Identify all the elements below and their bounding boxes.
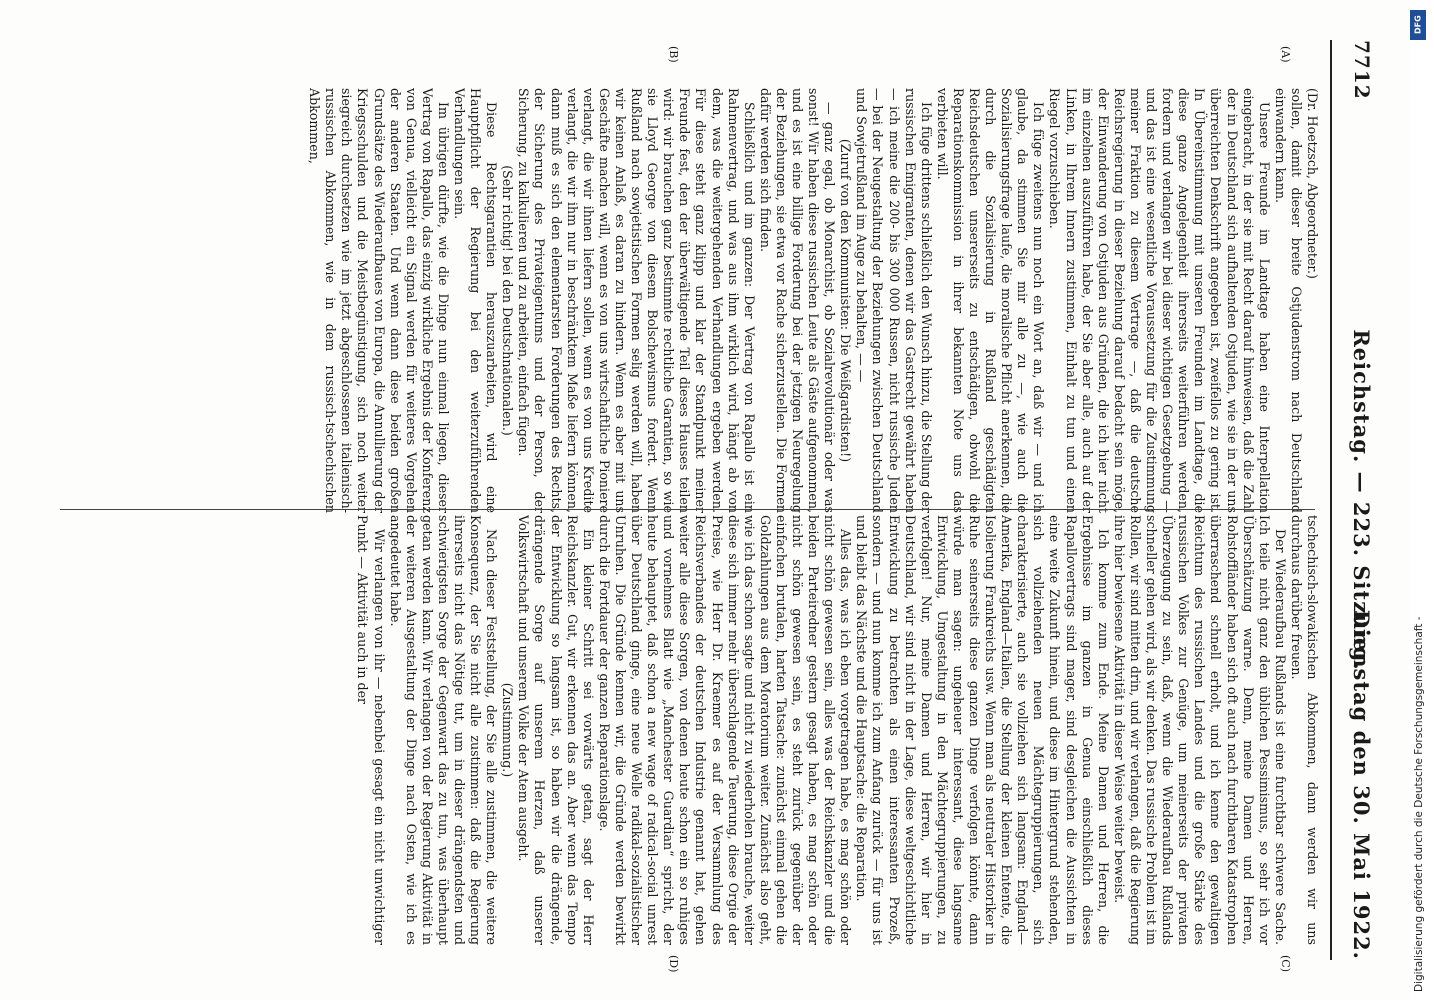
- paragraph: sollen, damit dieser breite Ostjudenstrom nach Deutschland einwandern kann.: [1272, 88, 1304, 513]
- paragraph: Ich komme zum Ende. Meine Damen und Herren, die Ergebnisse im ganzen in Genua einschließlich dieses Rapallovertrags sind mager, sind desgleichen die Aussichten in eine weite Zukunft hinein, und diese im Hintergrund stehenden, sich vollziehenden neuen Mächtegruppierungen, sich charakterisierte, auch sie vollziehen sich langsam: England—Amerika, England—Italien, die Stellung der kleinen Entente, die Isolierung Frankreichs usw. Wenn man als neutraler Historiker in Ruhe seinerseits diese ganzen Dinge verfolgen könnte, dann würde man sagen: ungeheuer interessant, diese langsame Entwicklung, Umgestaltung in den Mächtegruppierungen, zu verfolgen! Nur, meine Damen und Herren, wir hier in Deutschland, wir sind nicht in der Lage, diese weltgeschichtliche Entwicklung zu betrachten als einen interessanten Prozeß, sondern — und nun komme ich zum Anfang zurück — für uns ist und bleibt das Nächste und die Hauptsache: die Reparation.: [854, 515, 1111, 945]
- paragraph: Im übrigen dürfte, wie die Dinge nun einmal liegen, dieser Vertrag von Rapallo, das einzig wirkliche Ergebnis der Konferenz von Genua, vielleicht ein Signal werden für weiteres Vorgehen der anderen Staaten. Und wenn dann diese beiden großen Grundsätze des Wiederaufbaues von Europa, die Annullierung der Kriegsschulden und die Meistbegünstigung, sich noch weiter siegreich durchsetzen wie im jetzt abgeschlossenen italienisch-russischen Abkommen, wie in dem russisch-tschechischen Abkommen,: [307, 88, 451, 513]
- speaker-line: (Dr. Hoetzsch, Abgeordneter.): [1305, 88, 1320, 279]
- digitization-stamp: [1406, 4, 1432, 994]
- interjection: (Zuruf von den Kommunisten: Die Weißgardisten!): [838, 138, 854, 463]
- paragraph: tschechisch-slowakischen Abkommen, dann werden wir uns durchaus darüber freuen.: [1288, 515, 1320, 945]
- header-title: Reichstag. — 223. Sitzung.: [1349, 329, 1374, 671]
- page-number: 7712: [1350, 40, 1374, 100]
- header-rule: [1330, 40, 1332, 960]
- running-header: [1340, 40, 1380, 960]
- stamp-text: Digitalisierung gefördert durch die Deutsche Forschungsgemeinschaft -: [1413, 616, 1425, 992]
- paragraph: Diese Rechtsgarantien herauszuarbeiten, wird eine Hauptpflicht der Regierung bei den weiterzuführenden Verhandlungen sein.: [452, 88, 500, 513]
- paragraph: Ich füge zweitens nun noch ein Wort an, daß wir — und ich glaube, da stimmen Sie mir alle zu —, wie auch die Sozialisierungsfrage laufe, die moralische Pflicht anerkennen, die durch die Sozialisierung in Rußland geschädigten Reichsdeutschen unsererseits zu entschädigen, obwohl die Reparationskommission in ihrer bekannten Note uns das verbieten will.: [934, 88, 1047, 513]
- header-date: Dienstag den 30. Mai 1922.: [1349, 609, 1374, 960]
- margin-mark-a: (A): [1279, 46, 1292, 63]
- dfg-logo: DFG: [1410, 10, 1426, 40]
- paragraph: Unsere Freunde im Landtage haben eine Interpellation eingebracht, in der sie mit Recht darauf hinweisen, daß die Zahl der in Deutschland sich aufhaltenden Ostjuden, wie sie in der uns überreichten Denkschrift angegeben ist, zweifellos zu gering ist. In Übereinstimmung mit unseren Freunden im Landtage, die diese ganze Angelegenheit ihrerseits weiterführen werden, fordern und verlangen wir bei dieser wichtigen Gesetzgebung — und das ist eine wesentliche Voraussetzung für die Zustimmung meiner Fraktion zu diesem Vertrage —, daß die deutsche Reichsregierung in dieser Beziehung darauf bedacht sein möge, der Einwanderung von Ostjuden aus Gründen, die ich hier nicht im einzelnen auszuführen habe, der Sie aber alle, auch auf der Linken, in Ihrem Innern zustimmen, Einhalt zu tun und einen Riegel vorzuschieben.: [1047, 88, 1272, 513]
- paragraph: Alles das, was ich eben vorgetragen habe, es mag schön oder nicht schön gewesen sein, alles was der Reichskanzler und die beiden Parteiredner gestern gesagt haben, es mag schön oder nicht schön gewesen sein, es steht zurück gegenüber der einfachen brutalen, harten Tatsache: zunächst einmal gehen die Goldzahlungen aus dem Moratorium weiter. Zunächst also geht, wie ich das schon sagte und nicht zu wiederholen brauche, weiter diese sich immer mehr überschlagende Teuerung, diese Orgie der Preise, wie Herr Dr. Kraemer es auf der Versammlung des Reichsverbandes der deutschen Industrie genannt hat, gehen weiter alle diese Sorgen, von denen heute schon ein so ruhiges und vornehmes Blatt wie „Manchester Guardian“ spricht, der heute behauptet, daß schon a new wage of radical-social unrest über Deutschland ginge, eine neue Welle radikal-sozialistischer Unruhen. Die Gründe kennen wir, die Gründe werden bewirkt durch die Fortdauer der ganzen Reparationslage.: [596, 515, 854, 945]
- margin-mark-c: (C): [1279, 955, 1292, 972]
- margin-mark-d: (D): [667, 955, 680, 973]
- paragraph: Ein kleiner Schritt sei vorwärts getan, sagt der Herr Reichskanzler. Gut, wir erkennen das an. Aber wenn das Tempo der Entwicklung so langsam ist, so haben wir die drängende, drängende Sorge auf unserem Herzen, daß unserer Volkswirtschaft und unserem Volke der Atem ausgeht.: [516, 515, 596, 945]
- paragraph: Ich füge drittens schließlich den Wunsch hinzu, die Stellung der russischen Emigranten, denen wir das Gastrecht gewährt haben — ich meine die 200- bis 300 000 Russen, nicht russische Juden — bei der Neugestaltung der Beziehungen zwischen Deutschland und Sowjetrußland im Auge zu behalten, — —: [854, 88, 934, 513]
- paragraph: Wir verlangen von ihr — nebenbei gesagt ein nicht unwichtiger Punkt — Aktivität auch in der: [355, 515, 387, 945]
- paragraph: Nach dieser Feststellung, der Sie alle zustimmen, die weitere Konsequenz, der Sie nicht alle zustimmen: daß die Regierung ihrerseits nicht das Nötige tut, um in dieser drängendsten und schwierigsten Sorge der Gegenwart das zu tun, was überhaupt getan werden kann. Wir verlangen von der Regierung Aktivität in der weiteren Ausgestaltung der Dinge nach Osten, wie ich es angedeutet habe.: [387, 515, 500, 945]
- interjection: (Sehr richtig! bei den Deutschnationalen.): [500, 165, 516, 436]
- interjection: (Zustimmung.): [500, 682, 516, 778]
- paragraph: — ganz egal, ob Monarchist, ob Sozialrevolutionär oder was sonst! Wir haben diese russischen Leute als Gäste aufgenommen, und es ist eine billige Forderung bei der jetzigen Neuregelung der Beziehungen, sie etwa vor Rache sicherzustellen. Die Formen dafür werden sich finden.: [757, 88, 838, 513]
- column-divider: [60, 509, 1315, 510]
- paragraph: Schließlich und im ganzen: Der Vertrag von Rapallo ist ein Rahmenvertrag, und was aus ihm wirklich wird, hängt ab von dem, was die weitergehenden Verhandlungen ergeben werden. Für diese steht ganz klipp und klar der Standpunkt meiner Freunde fest, den der überwältigende Teil dieses Hauses teilen wird: wir brauchen ganz bestimmte rechtliche Garantien, so wie sie Lloyd George von diesem Bolschewismus fordert. Wenn Rußland nach sowjetistischen Formen selig werden will, haben wir keinen Anlaß, es daran zu hindern. Wenn es aber mit uns Geschäfte machen will, wenn es von uns wirtschaftliche Pioniere verlangt, die wir ihnen liefern sollen, wenn es von uns Kredite verlangt, die wir ihm nur in beschränktem Maße liefern können, dann muß es sich den elementarsten Forderungen des Rechts, der Sicherung des Privateigentums und der Person, der Sicherung, zu kalkulieren und zu arbeiten, einfach fügen.: [516, 88, 757, 513]
- right-column: [50, 515, 1320, 945]
- left-column: [50, 88, 1320, 513]
- margin-mark-b: (B): [667, 46, 680, 63]
- paragraph: Der Wiederaufbau Rußlands ist eine furchtbar schwere Sache. Ich teile nicht ganz den üblichen Pessimismus, so sehr ich vor Überschätzung warne. Denn, meine Damen und Herren, Rohstoffländer haben sich oft auch nach furchtbaren Katastrophen überraschend schnell erholt, und ich kenne den gewaltigen Reichtum des russischen Landes und die große Stärke des russischen Volkes zur Genüge, um meinerseits der privaten Überzeugung zu sein, daß, wenn die Wiederaufbau Rußlands schneller gehen wird, als wir denken. Das russische Problem ist im Rollen, wir sind mitten drin, und wir verlangen, daß die Regierung ihre hier bewiesene Aktivität in dieser Weise weiter beweist.: [1111, 515, 1288, 945]
